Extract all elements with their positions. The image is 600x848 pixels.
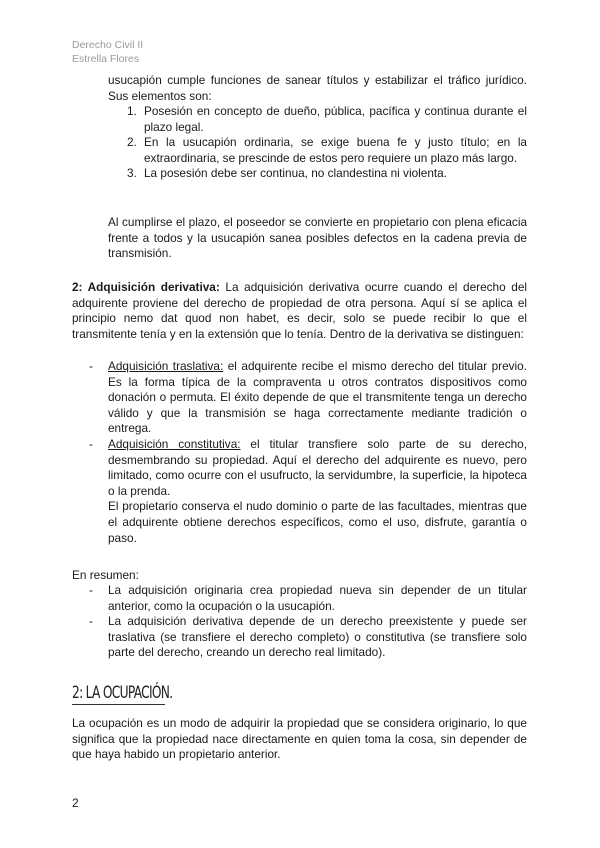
term-label: Adquisición constitutiva: [108, 436, 241, 451]
dash-bullet: - [89, 436, 93, 451]
header-author: Estrella Flores [72, 53, 140, 65]
list-number: 3. [127, 166, 137, 181]
list-item-text: La posesión debe ser continua, no clandestina ni violenta. [144, 166, 447, 181]
term-extra-text: El propietario conserva el nudo dominio o parte de las facultades, mientras que el adquirente obtiene derechos específicos, como el uso, disfrute, garantía o paso. [108, 499, 527, 545]
section-title: 2: Adquisición derivativa: [72, 280, 220, 294]
page-header [72, 38, 143, 66]
term-text: el adquirente recibe el mismo derecho del titular previo. Es la forma típica de la compraventa u otros contratos dispositivos como donación o permuta. El éxito depende de que el transmitente tenga un derecho válido y que la transmisión se haga correctamente mediante tradición o entrega. [108, 359, 528, 436]
resumen-list [72, 583, 527, 661]
list-number: 1. [127, 104, 137, 118]
dash-bullet: - [89, 359, 93, 373]
list-item-text: En la usucapión ordinaria, se exige buena fe y justo título; en la extraordinaria, se prescinde de estos pero requiere un plazo más largo. [144, 135, 527, 165]
list-item-text: Posesión en concepto de dueño, pública, pacífica y continua durante el plazo legal. [144, 104, 527, 134]
list-item [108, 135, 527, 166]
derivativa-list [72, 359, 527, 546]
page-number: 2 [72, 796, 79, 810]
dash-bullet: - [89, 583, 93, 597]
term-label: Adquisición traslativa: [108, 359, 224, 373]
term-text: el titular transfiere solo parte de su derecho, desmembrando su propiedad. Aquí el derecho del adquirente es nuevo, pero limitado, como ocurre con el usufructo, la servidumbre, la superficie, la hipoteca o la prenda. [108, 436, 527, 498]
ocupacion-paragraph: La ocupación es un modo de adquirir la propiedad que se considera originario, lo que significa que la propiedad nace directamente en quien toma la cosa, sin depender de que haya habido un propietario anterior. [72, 716, 527, 762]
elements-list [108, 104, 527, 182]
list-item-text: La adquisición originaria crea propiedad nueva sin depender de un titular anterior, como la ocupación o la usucapión. [108, 583, 527, 613]
section-heading-ocupacion: 2: LA OCUPACIÓN. [72, 683, 173, 703]
list-item [72, 614, 527, 661]
list-item [72, 359, 527, 437]
list-item-text: La adquisición derivativa depende de un derecho preexistente y puede ser traslativa (se transfiere el derecho completo) o constitutiva (se transfiere solo parte del derecho, creando un derecho real limitado). [108, 614, 527, 660]
list-item [72, 437, 527, 546]
heading-underline [72, 704, 165, 705]
header-course: Derecho Civil II [72, 39, 144, 51]
list-number: 2. [127, 135, 137, 150]
resumen-label: En resumen: [72, 568, 139, 582]
dash-bullet: - [89, 614, 93, 629]
list-item [72, 583, 527, 614]
section-derivativa-paragraph [72, 280, 527, 342]
list-item [108, 104, 527, 135]
list-item [108, 166, 527, 182]
section-text: La adquisición derivativa ocurre cuando el derecho del adquirente proviene del derecho de propiedad de otra persona. Aquí sí se aplica el principio nemo dat quod non habet, es decir, solo se puede recibir lo que el transmitente tenía y en la extensión que lo tenía. Dentro de la derivativa se distinguen: [72, 280, 527, 341]
after-list-paragraph: Al cumplirse el plazo, el poseedor se convierte en propietario con plena eficacia frente a todos y la usucapión sanea posibles defectos en la cadena previa de transmisión. [108, 215, 527, 261]
intro-paragraph: usucapión cumple funciones de sanear títulos y estabilizar el tráfico jurídico. Sus elementos son: [108, 73, 527, 103]
